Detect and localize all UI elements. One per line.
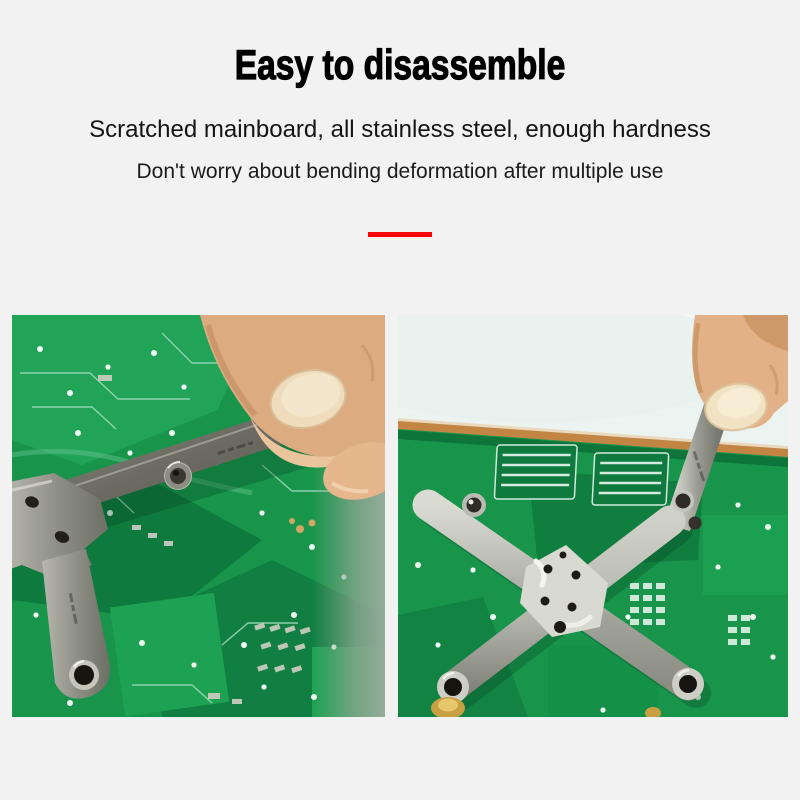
page-title: Easy to disassemble: [234, 41, 566, 88]
rivet-joint: [164, 462, 192, 490]
photo-left-illustration: [12, 315, 385, 717]
photo-left-disassembly: [12, 315, 385, 717]
photo-row: [0, 315, 800, 717]
red-divider: [368, 232, 432, 237]
subtitle-note: Don't worry about bending deformation after multiple use: [136, 159, 664, 183]
photo-right-disassembly: [398, 315, 788, 717]
banner-header: [0, 0, 800, 237]
subtitle: Scratched mainboard, all stainless steel, enough hardness: [89, 116, 711, 144]
photo-right-illustration: [398, 315, 788, 717]
